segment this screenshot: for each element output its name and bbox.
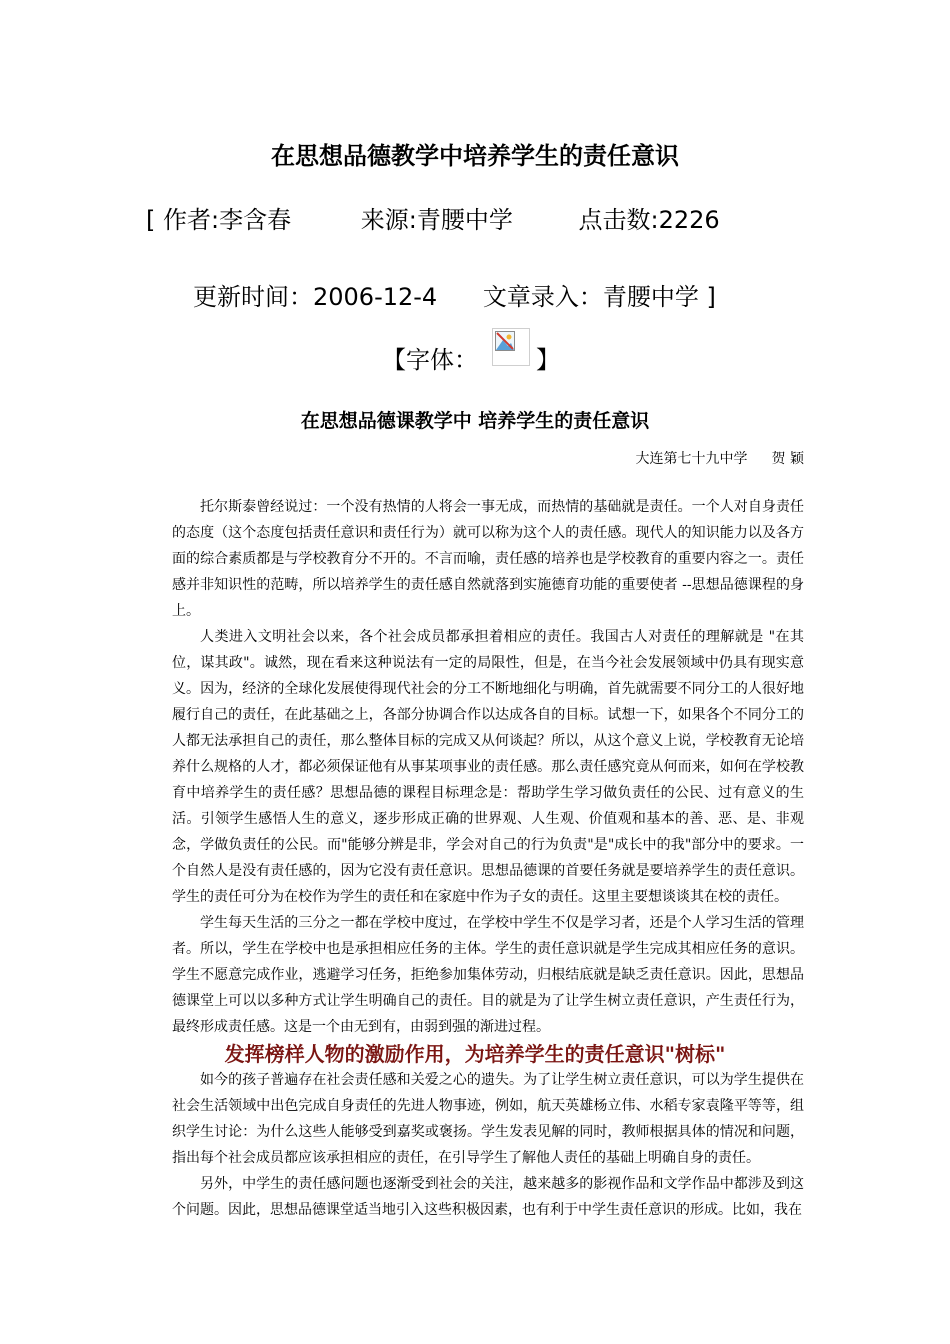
section-heading: 发挥榜样人物的激励作用，为培养学生的责任意识"树标" xyxy=(224,1042,726,1066)
article-meta-line-2 xyxy=(193,277,716,312)
meta-update-time: 更新时间：2006-12-4 xyxy=(193,283,438,311)
paragraph: 托尔斯泰曾经说过：一个没有热情的人将会一事无成，而热情的基础就是责任。一个人对自身责任的态度（这个态度包括责任意识和责任行为）就可以称为这个人的责任感。现代人的知识能力以及各方面的综合素质都是与学校教育分不开的。不言而喻，责任感的培养也是学校教育的重要内容之一。责任感并非知识性的范畴，所以培养学生的责任感自然就落到实施德育功能的重要使者 --思想品德课程的身上。 xyxy=(172,499,804,619)
meta-editor: 文章录入：青腰中学 xyxy=(482,283,699,311)
paragraph: 学生每天生活的三分之一都在学校中度过，在学校中学生不仅是学习者，还是个人学习生活的管理者。所以，学生在学校中也是承担相应任务的主体。学生的责任意识就是学生完成其相应任务的意识。学生不愿意完成作业，逃避学习任务，拒绝参加集体劳动，归根结底就是缺乏责任意识。因此，思想品德课堂上可以以多种方式让学生明确自己的责任。目的就是为了让学生树立责任意识，产生责任行为，最终形成责任感。这是一个由无到有，由弱到强的渐进过程。 xyxy=(172,915,804,1035)
paragraph: 如今的孩子普遍存在社会责任感和关爱之心的遗失。为了让学生树立责任意识，可以为学生提供在社会生活领域中出色完成自身责任的先进人物事迹，例如，航天英雄杨立伟、水稻专家袁隆平等等，组织学生讨论：为什么这些人能够受到嘉奖或褒扬。学生发表见解的同时，教师根据具体的情况和问题，指出每个社会成员都应该承担相应的责任，在引导学生了解他人责任的基础上明确自身的责任。 xyxy=(172,1072,804,1166)
font-control-prefix: 【字体： xyxy=(382,346,478,374)
font-control-suffix: 】 xyxy=(536,346,560,374)
paragraph: 人类进入文明社会以来，各个社会成员都承担着相应的责任。我国古人对责任的理解就是 "在其位，谋其政"。诚然，现在看来这种说法有一定的局限性，但是，在当今社会发展领域中仍具有现实意义。因为，经济的全球化发展使得现代社会的分工不断地细化与明确，首先就需要不同分工的人很好地履行自己的责任，在此基础之上，各部分协调合作以达成各自的目标。试想一下，如果各个不同分工的人都无法承担自己的责任，那么整体目标的完成又从何谈起？所以，从这个意义上说，学校教育无论培养什么规格的人才，都必须保证他有从事某项事业的责任感。那么责任感究竟从何而来，如何在学校教育中培养学生的责任感？思想品德的课程目标理念是：帮助学生学习做负责任的公民、过有意义的生活。引领学生感悟人生的意义，逐步形成正确的世界观、人生观、价值观和基本的善、恶、是、非观念，学做负责任的公民。而"能够分辨是非，学会对自己的行为负责"是"成长中的我"部分中的要求。一个自然人是没有责任感的，因为它没有责任意识。思想品德课的首要任务就是要培养学生的责任意识。学生的责任可分为在校作为学生的责任和在家庭中作为子女的责任。这里主要想谈谈其在校的责任。 xyxy=(172,629,804,905)
meta-source: 来源:青腰中学 xyxy=(360,206,513,234)
article-byline xyxy=(636,448,804,468)
font-size-image-icon[interactable] xyxy=(492,328,530,366)
page-title: 在思想品德教学中培养学生的责任意识 xyxy=(271,142,679,170)
byline-school: 大连第七十九中学 xyxy=(635,451,748,467)
article-subtitle: 在思想品德课教学中 培养学生的责任意识 xyxy=(300,410,650,432)
meta-author: 作者:李含春 xyxy=(163,206,292,234)
meta-open-bracket: [ xyxy=(146,206,156,234)
byline-author: 贺 颖 xyxy=(771,451,804,467)
meta-close-bracket: ] xyxy=(706,283,716,311)
article-meta-line-1 xyxy=(146,200,720,235)
article-body-part-2 xyxy=(172,1067,804,1223)
meta-click-count: 点击数:2226 xyxy=(578,206,720,234)
article-body-part-1 xyxy=(172,494,804,1040)
font-size-control xyxy=(382,340,560,375)
paragraph: 另外，中学生的责任感问题也逐渐受到社会的关注，越来越多的影视作品和文学作品中都涉及到这个问题。因此，思想品德课堂适当地引入这些积极因素，也有利于中学生责任意识的形成。比如，我在 xyxy=(172,1176,804,1218)
